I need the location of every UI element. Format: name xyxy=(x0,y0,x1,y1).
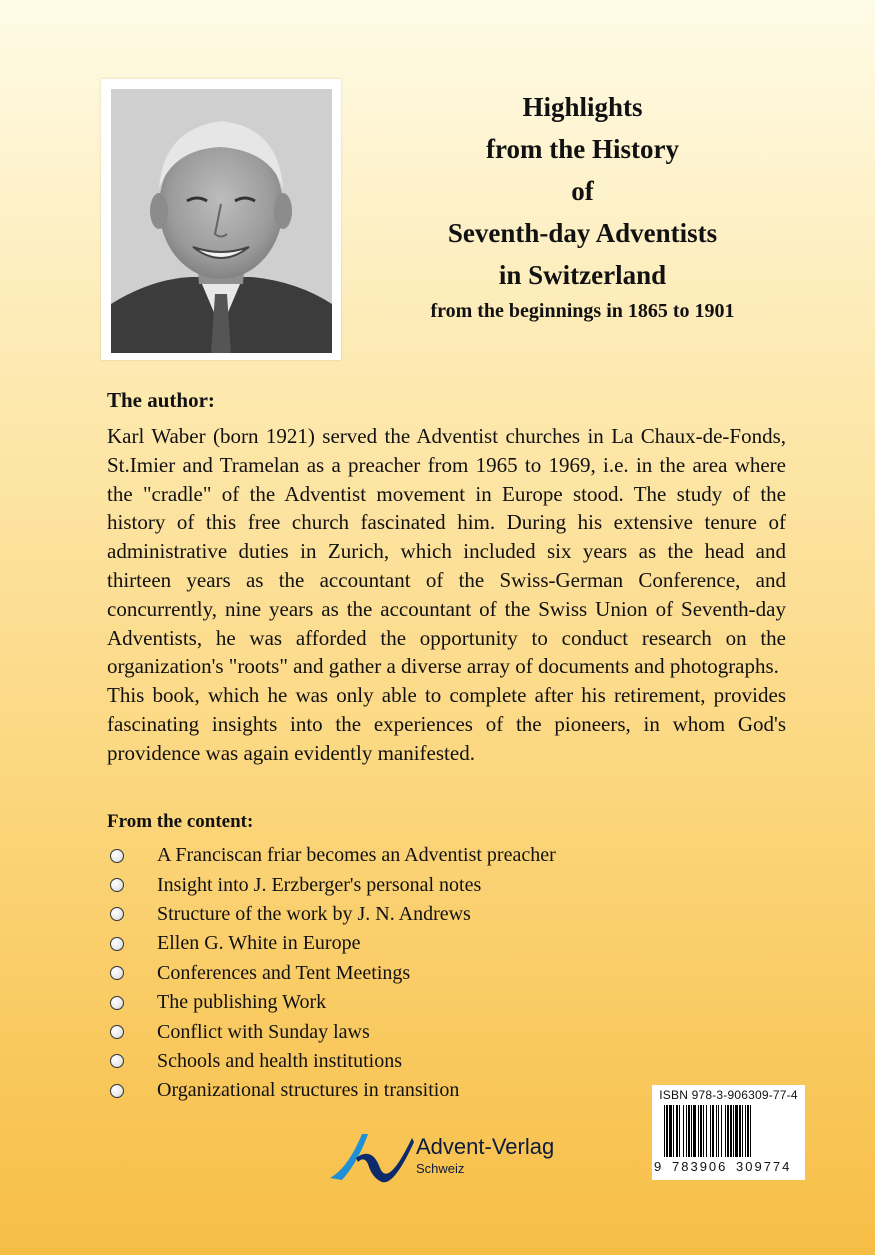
list-item xyxy=(107,1017,556,1046)
barcode-bar xyxy=(693,1105,696,1157)
author-heading: The author: xyxy=(107,388,215,412)
author-photo xyxy=(111,89,332,353)
barcode-bar xyxy=(721,1105,722,1157)
publisher-subtitle: Schweiz xyxy=(416,1161,465,1176)
barcode-bar xyxy=(727,1105,729,1157)
list-item xyxy=(107,870,556,899)
list-item xyxy=(107,841,556,870)
radio-bullet-icon xyxy=(110,1084,124,1098)
barcode-bar xyxy=(733,1105,734,1157)
author-bio-paragraph: Karl Waber (born 1921) served the Adventist churches in La Chaux-de-Fonds, St.Imier and Tramelan as a preacher from 1965 to 1969, i.e. in the area where the "cradle" of the Adventist movement in Europe stood. The study of the history of this free church fascinated him. During his extensive tenure of administrative duties in Zurich, which included six years as the head and thirteen years as the accountant of the Swiss-German Conference, and concurrently, nine years as the accountant of the Swiss Union of Seventh-day Adventists, he was afforded the opportunity to conduct research on the organization's "roots" and gather a diverse array of documents and photographs. xyxy=(107,424,786,679)
list-item-label: Structure of the work by J. N. Andrews xyxy=(157,902,471,925)
barcode-bar xyxy=(725,1105,726,1157)
barcode-bar xyxy=(679,1105,680,1157)
title-line: in Switzerland xyxy=(498,260,667,290)
barcode-bar xyxy=(747,1105,749,1157)
content-list xyxy=(107,841,556,1106)
author-photo-frame xyxy=(101,79,341,360)
radio-bullet-icon xyxy=(110,937,124,951)
list-item xyxy=(107,929,556,958)
title-line: Highlights xyxy=(522,92,643,122)
radio-bullet-icon xyxy=(110,878,124,892)
barcode-bar xyxy=(735,1105,738,1157)
list-item-label: Insight into J. Erzberger's personal notes xyxy=(157,873,482,896)
list-item-label: Ellen G. White in Europe xyxy=(157,932,361,955)
barcode-bar xyxy=(686,1105,687,1157)
title-line: of xyxy=(571,176,594,206)
barcode-bar xyxy=(716,1105,717,1157)
isbn-label: ISBN 978-3-906309-77-4 xyxy=(659,1088,798,1102)
radio-bullet-icon xyxy=(110,966,124,980)
publisher-logo xyxy=(328,1128,588,1188)
barcode-digit-group-left: 783906 xyxy=(672,1159,728,1174)
list-item-label: The publishing Work xyxy=(157,991,327,1014)
book-note-paragraph: This book, which he was only able to complete after his retirement, provides fascinating insights into the experiences of the pioneers, in whom God's providence was again evidently manifested. xyxy=(107,683,786,765)
list-item xyxy=(107,900,556,929)
barcode-digit-group-right: 309774 xyxy=(736,1159,792,1174)
barcode-bar xyxy=(712,1105,714,1157)
content-heading: From the content: xyxy=(107,811,254,832)
barcode-bar xyxy=(673,1105,674,1157)
radio-bullet-icon xyxy=(110,1025,124,1039)
barcode-bars xyxy=(662,1105,795,1161)
publisher-name: Advent-Verlag xyxy=(416,1134,555,1159)
title-line: Seventh-day Adventists xyxy=(447,218,718,248)
isbn-barcode xyxy=(652,1085,805,1180)
barcode-bar xyxy=(688,1105,690,1157)
list-item-label: A Franciscan friar becomes an Adventist preacher xyxy=(157,844,556,867)
list-item xyxy=(107,1047,556,1076)
list-item-label: Organizational structures in transition xyxy=(157,1079,460,1102)
book-subtitle: from the beginnings in 1865 to 1901 xyxy=(430,300,735,322)
barcode-bar xyxy=(745,1105,746,1157)
list-item-label: Conflict with Sunday laws xyxy=(157,1020,370,1043)
book-title-block xyxy=(355,86,810,328)
barcode-bar xyxy=(664,1105,665,1157)
radio-bullet-icon xyxy=(110,996,124,1010)
barcode-bar xyxy=(676,1105,678,1157)
barcode-bar xyxy=(691,1105,692,1157)
author-biography xyxy=(107,422,786,768)
barcode-bar xyxy=(730,1105,732,1157)
barcode-bar xyxy=(669,1105,672,1157)
barcode-bar xyxy=(698,1105,699,1157)
barcode-bar xyxy=(742,1105,743,1157)
barcode-bar xyxy=(683,1105,684,1157)
list-item-label: Schools and health institutions xyxy=(157,1049,402,1072)
barcode-bar xyxy=(666,1105,668,1157)
radio-bullet-icon xyxy=(110,849,124,863)
title-line: from the History xyxy=(486,134,679,164)
list-item xyxy=(107,959,556,988)
list-item xyxy=(107,1076,556,1105)
barcode-bar xyxy=(750,1105,751,1157)
barcode-bar xyxy=(706,1105,707,1157)
advent-verlag-logo-icon xyxy=(328,1128,414,1184)
barcode-bar xyxy=(718,1105,719,1157)
barcode-bar xyxy=(739,1105,741,1157)
barcode-digit-lead: 9 xyxy=(654,1159,662,1174)
barcode-bar xyxy=(710,1105,711,1157)
list-item xyxy=(107,988,556,1017)
radio-bullet-icon xyxy=(110,1054,124,1068)
list-item-label: Conferences and Tent Meetings xyxy=(157,961,411,984)
barcode-bar xyxy=(700,1105,702,1157)
barcode-bar xyxy=(703,1105,704,1157)
radio-bullet-icon xyxy=(110,907,124,921)
author-portrait-illustration xyxy=(111,89,332,353)
